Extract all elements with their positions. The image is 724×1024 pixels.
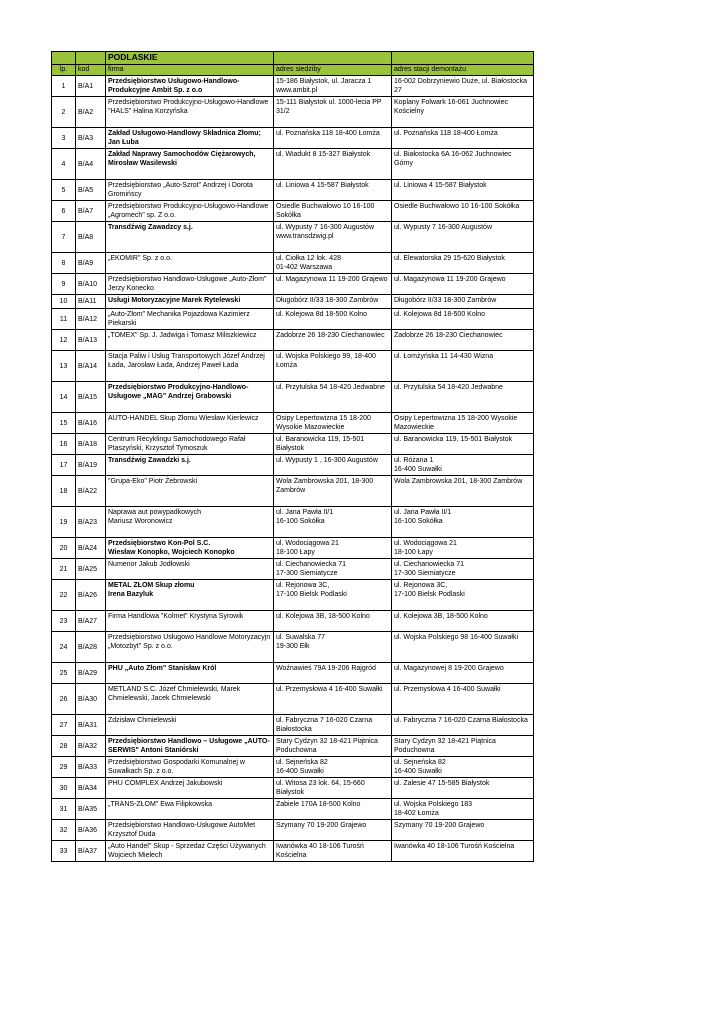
cell-kod: B/A37 (76, 841, 106, 862)
cell-firma: Przedsiębiorstwo Handlowo-Usługowe „Auto-Złom" Jerzy Konecko (106, 274, 274, 295)
table-row (52, 76, 534, 97)
cell-firma: Naprawa aut powypadkowych Mariusz Woronowicz (106, 507, 274, 538)
cell-kod: B/A28 (76, 632, 106, 663)
cell-lp: 29 (52, 757, 76, 778)
cell-firma: Przedsiębiorstwo Produkcyjno-Usługowo-Handlowe "HALS" Halina Korzyńska (106, 97, 274, 128)
table-row (52, 253, 534, 274)
cell-adres-siedziby: Długobórz II/33 18-300 Zambrów (274, 295, 392, 309)
cell-kod: B/A13 (76, 330, 106, 351)
cell-lp: 25 (52, 663, 76, 684)
cell-kod: B/A22 (76, 476, 106, 507)
cell-lp: 6 (52, 201, 76, 222)
cell-adres-siedziby: ul. Kolejowa 3B, 18-500 Kolno (274, 611, 392, 632)
cell-adres-siedziby: ul. Kolejowa 8d 18-500 Kolno (274, 309, 392, 330)
table-row (52, 180, 534, 201)
cell-lp: 30 (52, 778, 76, 799)
cell-adres-stacji: ul. Wojska Polskiego 183 18-402 Łomża (392, 799, 534, 820)
cell-adres-stacji: Długobórz II/33 18-300 Zambrów (392, 295, 534, 309)
cell-kod: B/A24 (76, 538, 106, 559)
table-row (52, 736, 534, 757)
cell-firma: Przedsiębiorstwo Produkcyjno-Handlowo-Usługowe „MAG" Andrzej Grabowski (106, 382, 274, 413)
cell-adres-siedziby: ul. Sejneńska 82 16-400 Suwałki (274, 757, 392, 778)
cell-adres-stacji: ul. Wojska Polskiego 98 16-400 Suwałki (392, 632, 534, 663)
cell-kod: B/A4 (76, 149, 106, 180)
cell-firma: Numenor Jakub Jodłowski (106, 559, 274, 580)
cell-lp: 10 (52, 295, 76, 309)
cell-adres-siedziby: ul. Wiadukt 8 15-327 Białystok (274, 149, 392, 180)
cell-kod: B/A31 (76, 715, 106, 736)
cell-firma: Przedsiębiorstwo Kon-Pol S.C. Wiesław Konopko, Wojciech Konopko (106, 538, 274, 559)
header-firma: firma (106, 65, 274, 76)
cell-kod: B/A15 (76, 382, 106, 413)
region-cell-empty-siedziba (274, 52, 392, 65)
cell-lp: 28 (52, 736, 76, 757)
cell-firma: „TRANS-ZŁOM" Ewa Filipkowska (106, 799, 274, 820)
region-cell-empty-stacja (392, 52, 534, 65)
cell-firma: Zakład Naprawy Samochodów Ciężarowych, Mirosław Wasilewski (106, 149, 274, 180)
cell-adres-stacji: Iwanówka 40 18-106 Turośń Kościelna (392, 841, 534, 862)
cell-adres-siedziby: ul. Fabryczna 7 16-020 Czarna Białostocka (274, 715, 392, 736)
cell-lp: 5 (52, 180, 76, 201)
cell-lp: 13 (52, 351, 76, 382)
cell-kod: B/A25 (76, 559, 106, 580)
cell-adres-stacji: Osiedle Buchwałowo 10 16-100 Sokółka (392, 201, 534, 222)
cell-firma: Zdzisław Chmielewski (106, 715, 274, 736)
cell-lp: 24 (52, 632, 76, 663)
cell-adres-siedziby: ul. Jana Pawła II/1 16-100 Sokółka (274, 507, 392, 538)
cell-adres-stacji: ul. Rejonowa 3C, 17-100 Bielsk Podlaski (392, 580, 534, 611)
cell-adres-stacji: Zadobrze 26 18-230 Ciechanowiec (392, 330, 534, 351)
cell-adres-siedziby: Stary Cydzyn 32 18-421 Piątnica Poduchowna (274, 736, 392, 757)
table-row (52, 455, 534, 476)
table-row (52, 684, 534, 715)
cell-lp: 20 (52, 538, 76, 559)
cell-lp: 16 (52, 434, 76, 455)
cell-firma: „Auto-Złom" Mechanika Pojazdowa Kazimierz Piekarski (106, 309, 274, 330)
cell-firma: Przedsiębiorstwo Usługowo Handlowe Motoryzacyjn „Motozbyt" Sp. z o.o. (106, 632, 274, 663)
cell-lp: 18 (52, 476, 76, 507)
cell-adres-stacji: ul. Łomżyńska 11 14-430 Wizna (392, 351, 534, 382)
cell-kod: B/A18 (76, 434, 106, 455)
cell-adres-siedziby: ul. Magazynowa 11 19-200 Grajewo (274, 274, 392, 295)
cell-adres-stacji: ul. Sejneńska 82 16-400 Suwałki (392, 757, 534, 778)
cell-firma: Przedsiębiorstwo Handlowo – Usługowe „AUTO-SERWIS" Antoni Staniórski (106, 736, 274, 757)
table-row (52, 507, 534, 538)
cell-lp: 7 (52, 222, 76, 253)
cell-adres-siedziby: Woźnawieś 79A 19-206 Rajgród (274, 663, 392, 684)
cell-firma: Przedsiębiorstwo „Auto-Szrot" Andrzej i Dorota Gromińscy (106, 180, 274, 201)
cell-lp: 2 (52, 97, 76, 128)
table-row (52, 778, 534, 799)
region-title: PODLASKIE (106, 52, 274, 65)
cell-adres-siedziby: Iwanówka 40 18-106 Turośń Kościelna (274, 841, 392, 862)
table-row (52, 295, 534, 309)
cell-adres-siedziby: Osiedle Buchwałowo 10 16-100 Sokółka (274, 201, 392, 222)
cell-adres-siedziby: Wola Zambrowska 201, 18-300 Zambrów (274, 476, 392, 507)
cell-kod: B/A33 (76, 757, 106, 778)
cell-kod: B/A11 (76, 295, 106, 309)
cell-adres-stacji: Wola Zambrowska 201, 18-300 Zambrów (392, 476, 534, 507)
cell-adres-siedziby: ul. Baranowicka 119, 15-501 Białystok (274, 434, 392, 455)
cell-adres-siedziby: ul. Ciechanowiecka 71 17-300 Siemiatycze (274, 559, 392, 580)
cell-firma: „TOMEX" Sp. J. Jadwiga i Tomasz Miliszkiewicz (106, 330, 274, 351)
cell-lp: 9 (52, 274, 76, 295)
cell-adres-siedziby: ul. Ciołka 12 lok. 428 01-402 Warszawa (274, 253, 392, 274)
cell-adres-siedziby: Zadobrze 26 18-230 Ciechanowiec (274, 330, 392, 351)
cell-adres-siedziby: ul. Wodociągowa 21 18-100 Łapy (274, 538, 392, 559)
header-lp: lp. (52, 65, 76, 76)
cell-kod: B/A34 (76, 778, 106, 799)
cell-firma: Zakład Usługowo-Handlowy Składnica Złomu; Jan Łuba (106, 128, 274, 149)
stations-table (51, 51, 534, 862)
cell-kod: B/A14 (76, 351, 106, 382)
table-row (52, 715, 534, 736)
cell-adres-siedziby: ul. Suwalska 77 19-300 Ełk (274, 632, 392, 663)
cell-kod: B/A16 (76, 413, 106, 434)
region-row (52, 52, 534, 65)
cell-lp: 19 (52, 507, 76, 538)
cell-adres-stacji: ul. Elewatorska 29 15-620 Białystok (392, 253, 534, 274)
cell-adres-stacji: Stary Cydzyn 32 18-421 Piątnica Poduchowna (392, 736, 534, 757)
cell-firma: Transdźwig Zawadzki s.j. (106, 455, 274, 476)
cell-adres-stacji: ul. Poznańska 118 18-400 Łomża (392, 128, 534, 149)
cell-firma: Przedsiębiorstwo Produkcyjno-Usługowo-Handlowe „Agromech" sp. Z o.o. (106, 201, 274, 222)
cell-adres-stacji: ul. Jana Pawła II/1 16-100 Sokółka (392, 507, 534, 538)
cell-lp: 14 (52, 382, 76, 413)
cell-kod: B/A2 (76, 97, 106, 128)
table-row (52, 222, 534, 253)
table-row (52, 476, 534, 507)
cell-kod: B/A27 (76, 611, 106, 632)
table-row (52, 309, 534, 330)
header-adres-siedziby: adres siedziby (274, 65, 392, 76)
table-row (52, 274, 534, 295)
cell-firma: Przedsiębiorstwo Usługowo-Handlowo-Produkcyjne Ambit Sp. z o.o (106, 76, 274, 97)
cell-kod: B/A35 (76, 799, 106, 820)
cell-adres-stacji: ul. Białostocka 6A 16-062 Juchnowiec Górny (392, 149, 534, 180)
cell-kod: B/A10 (76, 274, 106, 295)
cell-firma: „EKOMIR" Sp. z o.o. (106, 253, 274, 274)
cell-adres-stacji: ul. Zalesie 47 15-585 Białystok (392, 778, 534, 799)
cell-kod: B/A5 (76, 180, 106, 201)
cell-adres-stacji: ul. Różana 1 16-400 Suwałki (392, 455, 534, 476)
header-adres-stacji: adres stacji demontażu (392, 65, 534, 76)
cell-adres-siedziby: 15-111 Białystok ul. 1000-lecia PP 31/2 (274, 97, 392, 128)
cell-adres-siedziby: Zabiele 170A 18-500 Kolno (274, 799, 392, 820)
cell-adres-stacji: ul. Wypusty 7 16-300 Augustów (392, 222, 534, 253)
cell-adres-stacji: Osipy Lepertowizna 15 18-200 Wysokie Mazowieckie (392, 413, 534, 434)
cell-firma: PHU „Auto Złom" Stanisław Król (106, 663, 274, 684)
cell-lp: 23 (52, 611, 76, 632)
cell-adres-siedziby: ul. Wypusty 1 , 16-300 Augustów (274, 455, 392, 476)
cell-lp: 4 (52, 149, 76, 180)
cell-lp: 1 (52, 76, 76, 97)
cell-firma: AUTO-HANDEL Skup Złomu Wiesław Kierlewicz (106, 413, 274, 434)
cell-lp: 8 (52, 253, 76, 274)
cell-lp: 15 (52, 413, 76, 434)
cell-firma: METLAND S.C. Józef Chmielewski, Marek Chmielewski, Jacek Chmielewski (106, 684, 274, 715)
table-row (52, 97, 534, 128)
cell-lp: 22 (52, 580, 76, 611)
table-row (52, 559, 534, 580)
cell-lp: 12 (52, 330, 76, 351)
cell-lp: 3 (52, 128, 76, 149)
cell-lp: 32 (52, 820, 76, 841)
cell-firma: Usługi Motoryzacyjne Marek Rytelewski (106, 295, 274, 309)
table-row (52, 330, 534, 351)
cell-lp: 27 (52, 715, 76, 736)
region-cell-empty-lp (52, 52, 76, 65)
cell-adres-siedziby: Szymany 70 19-200 Grajewo (274, 820, 392, 841)
cell-firma: PHU COMPLEX Andrzej Jakubowski (106, 778, 274, 799)
cell-lp: 17 (52, 455, 76, 476)
cell-kod: B/A8 (76, 222, 106, 253)
cell-firma: „Auto Handel" Skup - Sprzedaż Części Używanych Wojciech Mielech (106, 841, 274, 862)
header-kod: kod (76, 65, 106, 76)
cell-firma: Firma Handlowa "Kolmet" Krystyna Syrowik (106, 611, 274, 632)
table-row (52, 351, 534, 382)
cell-firma: Stacja Paliw i Usług Transportowych Józef Andrzej Łada, Jarosław Łada, Andrzej Paweł Łada (106, 351, 274, 382)
cell-adres-stacji: ul. Wodociągowa 21 18-100 Łapy (392, 538, 534, 559)
cell-kod: B/A30 (76, 684, 106, 715)
cell-kod: B/A1 (76, 76, 106, 97)
cell-lp: 21 (52, 559, 76, 580)
cell-adres-stacji: Szymany 70 19-200 Grajewo (392, 820, 534, 841)
cell-adres-stacji: Koplany Folwark 16-061 Juchnowiec Kościelny (392, 97, 534, 128)
cell-adres-stacji: ul. Kolejowa 3B, 18-500 Kolno (392, 611, 534, 632)
cell-adres-siedziby: ul. Przytulska 54 18-420 Jedwabne (274, 382, 392, 413)
cell-adres-siedziby: ul. Wojska Polskiego 99, 18-400 Łomża (274, 351, 392, 382)
cell-firma: METAL ZŁOM Skup złomu Irena Bazyluk (106, 580, 274, 611)
cell-adres-stacji: ul. Liniowa 4 15-587 Białystok (392, 180, 534, 201)
table-row (52, 580, 534, 611)
cell-kod: B/A7 (76, 201, 106, 222)
cell-adres-siedziby: ul. Liniowa 4 15-587 Białystok (274, 180, 392, 201)
cell-adres-stacji: ul. Kolejowa 8d 18-500 Kolno (392, 309, 534, 330)
cell-firma: Transdźwig Zawadzcy s.j. (106, 222, 274, 253)
cell-kod: B/A3 (76, 128, 106, 149)
region-cell-empty-kod (76, 52, 106, 65)
table-row (52, 538, 534, 559)
table-row (52, 149, 534, 180)
cell-adres-stacji: ul. Przemysłowa 4 16-400 Suwałki (392, 684, 534, 715)
cell-adres-siedziby: 15-186 Białystok, ul. Jaracza 1 www.ambit.pl (274, 76, 392, 97)
cell-kod: B/A9 (76, 253, 106, 274)
table-row (52, 799, 534, 820)
table-row (52, 841, 534, 862)
cell-kod: B/A26 (76, 580, 106, 611)
table-row (52, 201, 534, 222)
table-row (52, 757, 534, 778)
table-row (52, 434, 534, 455)
cell-adres-stacji: ul. Magazynowa 11 19-200 Grajewo (392, 274, 534, 295)
cell-lp: 11 (52, 309, 76, 330)
cell-adres-stacji: ul. Magazynowej 8 19-200 Grajewo (392, 663, 534, 684)
cell-adres-siedziby: ul. Rejonowa 3C, 17-100 Bielsk Podlaski (274, 580, 392, 611)
cell-kod: B/A19 (76, 455, 106, 476)
cell-firma: Przedsiębiorstwo Gospodarki Komunalnej w Suwałkach Sp. z o.o. (106, 757, 274, 778)
table-row (52, 611, 534, 632)
cell-firma: "Grupa-Eko" Piotr Żebrowski (106, 476, 274, 507)
cell-firma: Przedsiębiorstwo Handlowo-Usługowe AutoMet Krzysztof Duda (106, 820, 274, 841)
cell-firma: Centrum Recyklingu Samochodowego Rafał Ptaszyński, Krzysztof Tymoszuk (106, 434, 274, 455)
cell-adres-siedziby: Osipy Lepertowizna 15 18-200 Wysokie Mazowieckie (274, 413, 392, 434)
cell-adres-siedziby: ul. Poznańska 118 18-400 Łomża (274, 128, 392, 149)
table-row (52, 632, 534, 663)
cell-adres-stacji: 16-002 Dobrzyniewio Duże, ul. Białostocka 27 (392, 76, 534, 97)
cell-adres-siedziby: ul. Przemysłowa 4 16-400 Suwałki (274, 684, 392, 715)
cell-adres-siedziby: ul. Witosa 23 lok. 64, 15-660 Białystok (274, 778, 392, 799)
cell-adres-siedziby: ul. Wypusty 7 16-300 Augustów www.transdzwig.pl (274, 222, 392, 253)
cell-lp: 31 (52, 799, 76, 820)
cell-kod: B/A32 (76, 736, 106, 757)
table-row (52, 413, 534, 434)
table-row (52, 382, 534, 413)
cell-kod: B/A23 (76, 507, 106, 538)
cell-lp: 33 (52, 841, 76, 862)
cell-kod: B/A36 (76, 820, 106, 841)
table-row (52, 663, 534, 684)
table-row (52, 820, 534, 841)
header-row (52, 65, 534, 76)
cell-adres-stacji: ul. Ciechanowiecka 71 17-300 Siemiatycze (392, 559, 534, 580)
cell-kod: B/A29 (76, 663, 106, 684)
cell-kod: B/A12 (76, 309, 106, 330)
cell-adres-stacji: ul. Baranowicka 119, 15-501 Białystok (392, 434, 534, 455)
cell-adres-stacji: ul. Fabryczna 7 16-020 Czarna Białostocka (392, 715, 534, 736)
table-row (52, 128, 534, 149)
cell-adres-stacji: ul. Przytulska 54 18-420 Jedwabne (392, 382, 534, 413)
cell-lp: 26 (52, 684, 76, 715)
